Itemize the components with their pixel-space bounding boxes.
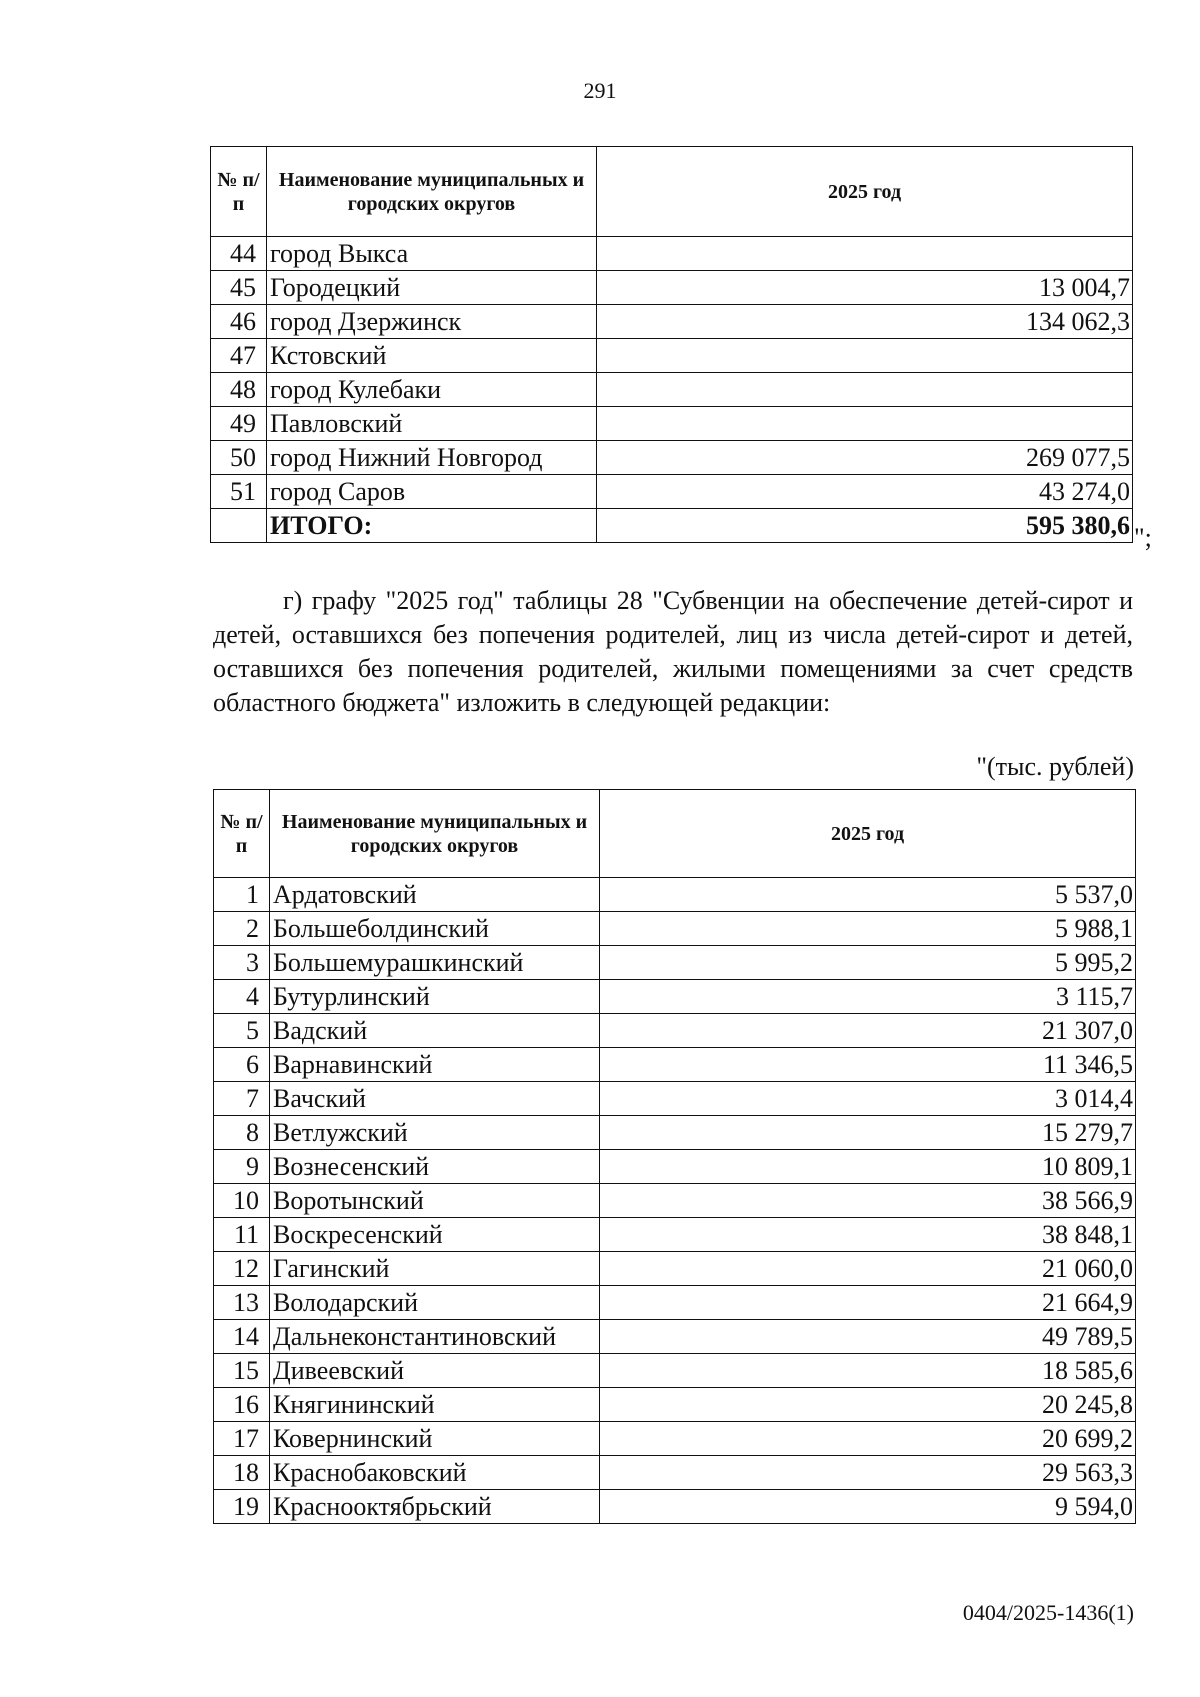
row-number: 6: [214, 1048, 270, 1082]
row-value: 21 060,0: [600, 1252, 1136, 1286]
row-value: 134 062,3: [597, 305, 1133, 339]
row-value: 38 848,1: [600, 1218, 1136, 1252]
row-name: Воскресенский: [270, 1218, 600, 1252]
row-name: Краснобаковский: [270, 1456, 600, 1490]
row-name: Вознесенский: [270, 1150, 600, 1184]
row-value: [597, 339, 1133, 373]
row-number: 10: [214, 1184, 270, 1218]
row-number: 8: [214, 1116, 270, 1150]
row-name: город Выкса: [267, 237, 597, 271]
row-value: 269 077,5: [597, 441, 1133, 475]
row-name: Дивеевский: [270, 1354, 600, 1388]
table-row: [211, 475, 1133, 509]
table-row: [211, 441, 1133, 475]
row-number: 4: [214, 980, 270, 1014]
header-no: № п/п: [214, 790, 270, 878]
table-row: [214, 1184, 1136, 1218]
row-value: 21 664,9: [600, 1286, 1136, 1320]
units-label: "(тыс. рублей): [976, 752, 1134, 781]
row-name: Воротынский: [270, 1184, 600, 1218]
row-name: Княгининский: [270, 1388, 600, 1422]
row-name: Вадский: [270, 1014, 600, 1048]
row-value: 21 307,0: [600, 1014, 1136, 1048]
row-name: Кстовский: [267, 339, 597, 373]
row-number: 48: [211, 373, 267, 407]
row-name: Павловский: [267, 407, 597, 441]
row-number: 12: [214, 1252, 270, 1286]
table-row: [211, 407, 1133, 441]
row-number: 13: [214, 1286, 270, 1320]
row-value: 3 115,7: [600, 980, 1136, 1014]
table-row: [214, 1320, 1136, 1354]
row-number: 45: [211, 271, 267, 305]
amendment-paragraph: г) графу "2025 год" таблицы 28 "Субвенции на обеспечение детей-сирот и детей, оставшихся без попечения родителей, лиц из числа детей-сирот и детей, оставшихся без попечения родителей, жилыми помещениями за счет средств областного бюджета" изложить в следующей редакции:: [213, 586, 1133, 717]
header-year: 2025 год: [600, 790, 1136, 878]
row-number: 5: [214, 1014, 270, 1048]
table-row: [214, 1082, 1136, 1116]
row-name: Ардатовский: [270, 878, 600, 912]
row-value: 5 537,0: [600, 878, 1136, 912]
row-number: 15: [214, 1354, 270, 1388]
row-name: Гагинский: [270, 1252, 600, 1286]
row-number: 1: [214, 878, 270, 912]
row-value: 10 809,1: [600, 1150, 1136, 1184]
row-name: Варнавинский: [270, 1048, 600, 1082]
row-number: 49: [211, 407, 267, 441]
table-row: [214, 878, 1136, 912]
row-name: город Кулебаки: [267, 373, 597, 407]
header-year: 2025 год: [597, 147, 1133, 237]
row-number: 47: [211, 339, 267, 373]
row-value: 29 563,3: [600, 1456, 1136, 1490]
row-name: город Нижний Новгород: [267, 441, 597, 475]
table-row: [214, 1116, 1136, 1150]
table-row: [214, 1456, 1136, 1490]
row-value: 5 988,1: [600, 912, 1136, 946]
table-row: [214, 946, 1136, 980]
table-row: [211, 237, 1133, 271]
row-value: 49 789,5: [600, 1320, 1136, 1354]
row-number: 17: [214, 1422, 270, 1456]
row-value: 20 245,8: [600, 1388, 1136, 1422]
header-name: Наименование муниципальных и городских округов: [267, 147, 597, 237]
row-name: Дальнеконстантиновский: [270, 1320, 600, 1354]
table-row: [214, 1014, 1136, 1048]
row-name: Бутурлинский: [270, 980, 600, 1014]
header-no: № п/п: [211, 147, 267, 237]
subsidy-table-continued: [210, 146, 1133, 543]
table-row: [214, 912, 1136, 946]
row-value: 9 594,0: [600, 1490, 1136, 1524]
row-value: [597, 407, 1133, 441]
row-value: 20 699,2: [600, 1422, 1136, 1456]
table-row: [214, 1422, 1136, 1456]
row-value: 15 279,7: [600, 1116, 1136, 1150]
table-row: [214, 1252, 1136, 1286]
row-name: город Дзержинск: [267, 305, 597, 339]
row-name: Вачский: [270, 1082, 600, 1116]
table-row: [214, 1354, 1136, 1388]
row-number: 46: [211, 305, 267, 339]
row-value: 3 014,4: [600, 1082, 1136, 1116]
row-value: 5 995,2: [600, 946, 1136, 980]
row-value: 43 274,0: [597, 475, 1133, 509]
total-no: [211, 509, 267, 543]
table-row: [214, 1490, 1136, 1524]
total-value: 595 380,6: [597, 509, 1133, 543]
row-number: 2: [214, 912, 270, 946]
closing-quote: ";: [1134, 523, 1152, 552]
table-row: [214, 1218, 1136, 1252]
row-value: 13 004,7: [597, 271, 1133, 305]
row-name: город Саров: [267, 475, 597, 509]
row-value: 11 346,5: [600, 1048, 1136, 1082]
row-name: Краснооктябрьский: [270, 1490, 600, 1524]
row-value: [597, 237, 1133, 271]
row-number: 16: [214, 1388, 270, 1422]
row-number: 51: [211, 475, 267, 509]
row-value: 38 566,9: [600, 1184, 1136, 1218]
page-number: 291: [583, 78, 617, 103]
table-row: [211, 339, 1133, 373]
row-name: Большемурашкинский: [270, 946, 600, 980]
row-name: Ветлужский: [270, 1116, 600, 1150]
row-number: 3: [214, 946, 270, 980]
total-row: [211, 509, 1133, 543]
table2-body: [214, 878, 1136, 1524]
row-number: 14: [214, 1320, 270, 1354]
row-number: 7: [214, 1082, 270, 1116]
table1-body: [211, 237, 1133, 509]
row-name: Ковернинский: [270, 1422, 600, 1456]
row-number: 9: [214, 1150, 270, 1184]
table-row: [214, 1286, 1136, 1320]
row-name: Большеболдинский: [270, 912, 600, 946]
row-number: 50: [211, 441, 267, 475]
total-label: ИТОГО:: [267, 509, 597, 543]
row-number: 44: [211, 237, 267, 271]
row-number: 11: [214, 1218, 270, 1252]
table-row: [214, 1388, 1136, 1422]
row-value: 18 585,6: [600, 1354, 1136, 1388]
table-row: [214, 1048, 1136, 1082]
header-name: Наименование муниципальных и городских округов: [270, 790, 600, 878]
table-row: [211, 271, 1133, 305]
row-number: 19: [214, 1490, 270, 1524]
document-code: 0404/2025-1436(1): [962, 1600, 1134, 1625]
row-name: Городецкий: [267, 271, 597, 305]
table-row: [211, 373, 1133, 407]
row-number: 18: [214, 1456, 270, 1490]
table-row: [211, 305, 1133, 339]
table-row: [214, 1150, 1136, 1184]
row-name: Володарский: [270, 1286, 600, 1320]
table-row: [214, 980, 1136, 1014]
subsidy-table-28: [213, 789, 1136, 1524]
row-value: [597, 373, 1133, 407]
